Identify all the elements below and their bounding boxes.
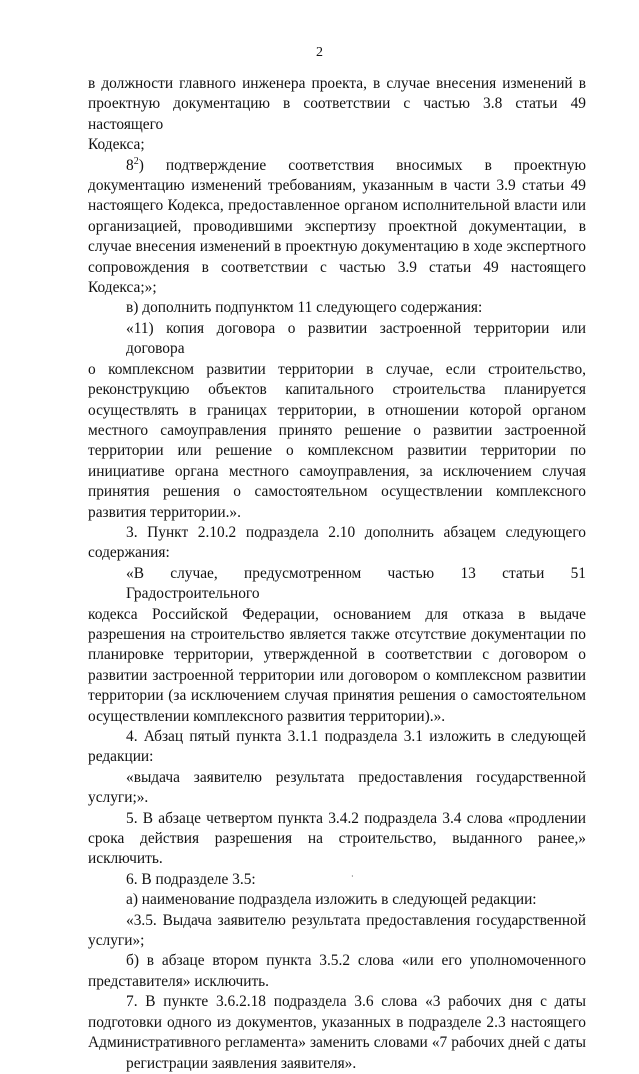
text-line: «3.5. Выдача заявителю результата предоставления государственной	[126, 911, 586, 929]
text-line: территории (за исключением случая принятия решения о самостоятельном	[88, 687, 586, 705]
text-line: развития территории.».	[88, 503, 241, 521]
text-line: принятия решения о самостоятельном осуществлении комплексного	[88, 483, 586, 501]
text-line: реконструкцию объектов капитального строительства планируется	[88, 381, 586, 399]
text-line: Кодекса;	[88, 136, 145, 154]
text-line: услуги;».	[88, 789, 149, 807]
text-line: инициативе органа местного самоуправления, за исключением случая	[88, 462, 586, 480]
document-body	[88, 74, 586, 1074]
text-line: планировке территории, утвержденной в соответствии с договором о	[88, 646, 586, 664]
text-line: «11) копия договора о развитии застроенной территории или договора	[126, 319, 586, 358]
text-line: исключить.	[88, 850, 163, 868]
text-line: проектную документацию в соответствии с частью 3.8 статьи 49 настоящего	[88, 95, 586, 133]
text-line: «В случае, предусмотренном частью 13 статьи 51 Градостроительного	[126, 564, 586, 603]
text-line: территории или решение о комплексном развитии территории по	[88, 442, 586, 460]
text-line: подготовки одного из документов, указанных в подразделе 2.3 настоящего	[88, 1013, 586, 1031]
text-line: содержания:	[88, 544, 170, 562]
text-line: в должности главного инженера проекта, в случае внесения изменений в	[88, 75, 586, 92]
text-line: организацией, проводившими экспертизу проектной документации, в	[88, 217, 586, 235]
text-line: разрешения на строительство является также отсутствие документации по	[88, 625, 586, 643]
text-line: представителя» исключить.	[88, 972, 270, 990]
text-line: Административного регламента» заменить словами «7 рабочих дней с даты	[88, 1034, 586, 1052]
text-line: б) в абзаце втором пункта 3.5.2 слова «или его уполномоченного	[126, 952, 586, 970]
text-line: услуги»;	[88, 932, 145, 950]
text-line: документацию изменений требованиям, указанным в части 3.9 статьи 49	[88, 177, 586, 195]
text-line: о комплексном развитии территории в случае, если строительство,	[88, 360, 586, 378]
text-line: местного самоуправления принято решение о развитии застроенной	[88, 421, 586, 439]
page-number: 2	[316, 45, 323, 60]
scan-dot: ·	[351, 872, 354, 881]
text-line: «выдача заявителю результата предоставления государственной	[126, 768, 586, 786]
text-line: Кодекса;»;	[88, 279, 157, 297]
text-line: $8^2$) подтверждение соответствия вносимых в проектную	[126, 155, 586, 174]
text-line: сопровождения в соответствии с частью 3.9 статьи 49 настоящего	[88, 258, 586, 276]
text-line: в) дополнить подпунктом 11 следующего содержания:	[126, 299, 483, 317]
text-line: 6. В подразделе 3.5:	[126, 870, 256, 888]
text-line: кодекса Российской Федерации, основанием для отказа в выдаче	[88, 605, 586, 623]
text-line: редакции:	[88, 748, 154, 766]
text-line: осуществлять в границах территории, в отношении которой органом	[88, 401, 586, 419]
text-line: 5. В абзаце четвертом пункта 3.4.2 подраздела 3.4 слова «продлении	[126, 809, 586, 827]
text-line: срока действия разрешения на строительство, выданного ранее,»	[88, 830, 586, 848]
text-line: настоящего Кодекса, предоставленное органом исполнительной власти или	[88, 197, 586, 215]
text-line: регистрации заявления заявителя».	[126, 1054, 357, 1072]
text-line: развитии застроенной территории или договором о комплексном развитии	[88, 666, 586, 684]
text-line: 3. Пункт 2.10.2 подраздела 2.10 дополнить абзацем следующего	[126, 523, 586, 541]
text-line: 4. Абзац пятый пункта 3.1.1 подраздела 3.1 изложить в следующей	[126, 728, 586, 745]
text-line: осуществлении комплексного развития территории).».	[88, 707, 446, 725]
text-line: 7. В пункте 3.6.2.18 подраздела 3.6 слова «3 рабочих дня с даты	[126, 993, 586, 1011]
text-line: случае внесения изменений в проектную документацию в ходе экспертного	[88, 238, 586, 256]
text-line: а) наименование подраздела изложить в следующей редакции:	[126, 891, 537, 909]
